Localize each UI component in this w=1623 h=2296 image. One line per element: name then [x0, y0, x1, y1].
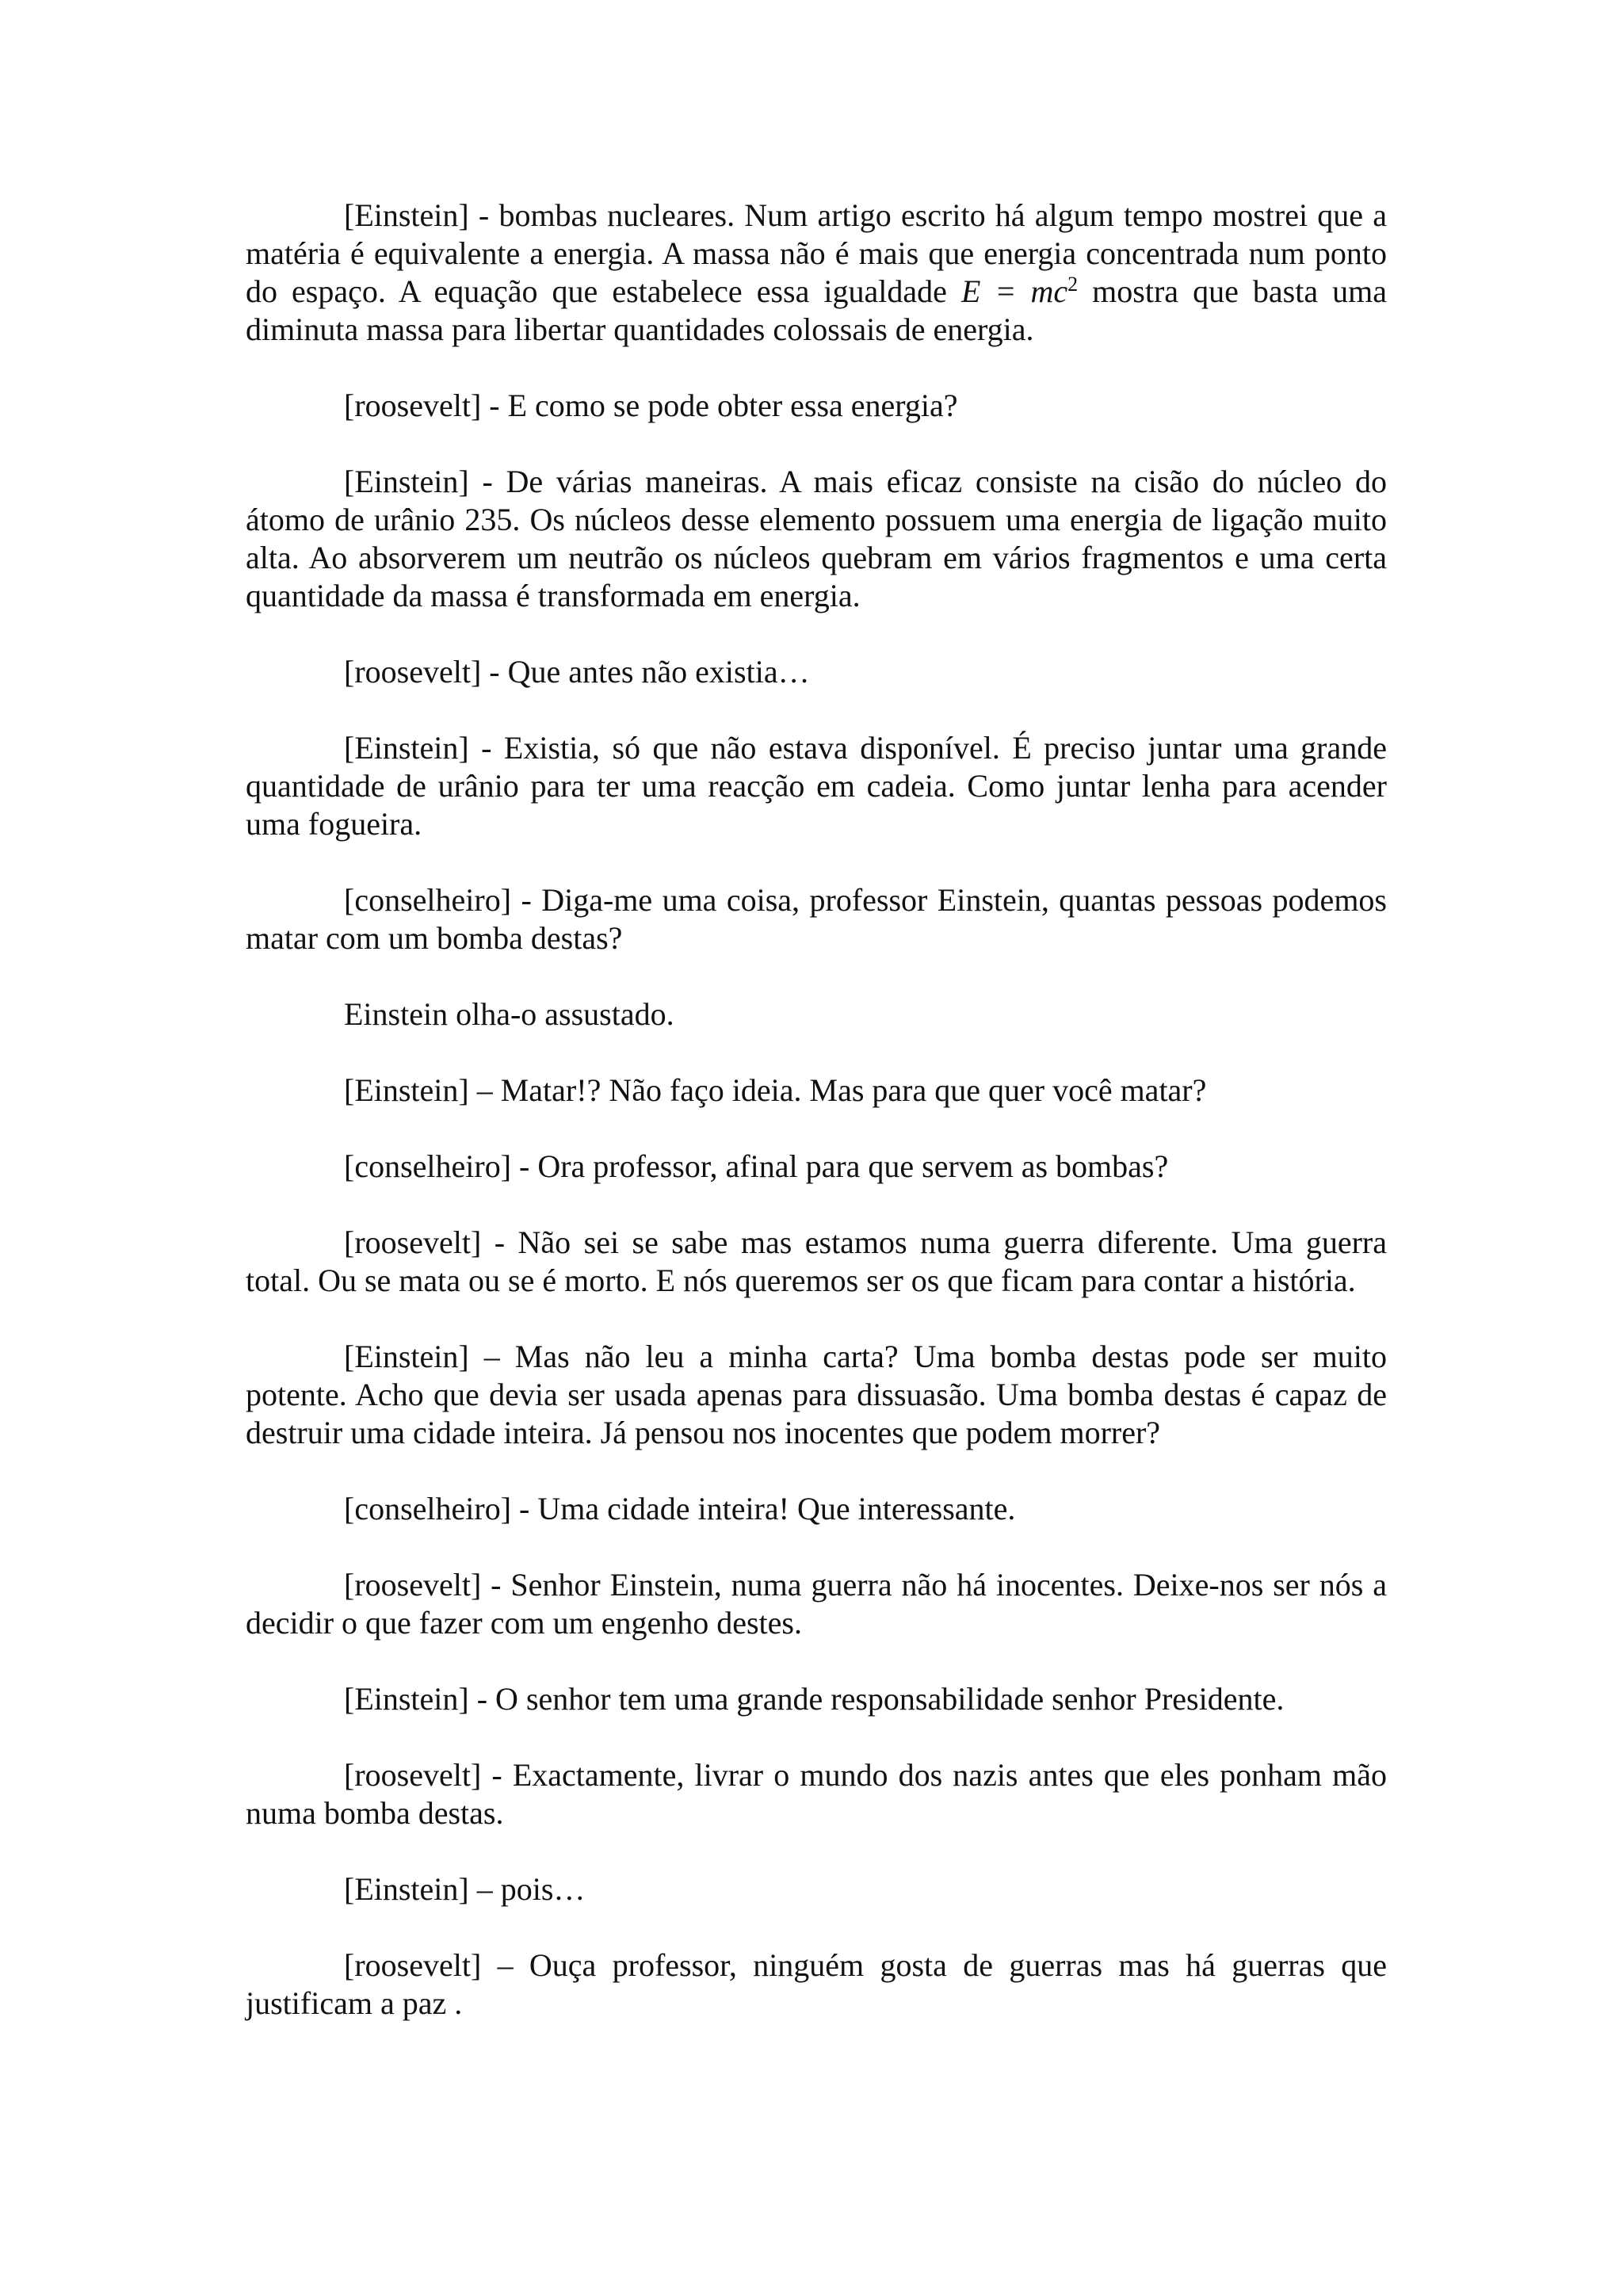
document-page	[246, 197, 1387, 2061]
paragraph-dialogue: [conselheiro] - Diga-me uma coisa, professor Einstein, quantas pessoas podemos matar com um bomba destas?	[246, 882, 1387, 956]
paragraph-dialogue: [roosevelt] - E como se pode obter essa energia?	[344, 388, 958, 423]
paragraph-dialogue: [roosevelt] - Que antes não existia…	[344, 654, 810, 690]
paragraph-einstein-equivalence	[246, 197, 1387, 349]
paragraph-text-continued: mostra que basta uma diminuta massa para libertar quantidades colossais de energia.	[246, 273, 1388, 347]
paragraph-dialogue: [Einstein] - O senhor tem uma grande responsabilidade senhor Presidente.	[344, 1681, 1285, 1717]
paragraph-dialogue: [Einstein] - Existia, só que não estava disponível. É preciso juntar uma grande quantidade de urânio para ter uma reacção em cadeia. Como juntar lenha para acender uma fogueira.	[246, 730, 1387, 842]
paragraph-dialogue: [conselheiro] - Ora professor, afinal para que servem as bombas?	[344, 1148, 1169, 1184]
paragraph-dialogue: [roosevelt] - Não sei se sabe mas estamos numa guerra diferente. Uma guerra total. Ou se mata ou se é morto. E nós queremos ser os que ficam para contar a história.	[246, 1224, 1387, 1298]
paragraph-dialogue: [Einstein] – pois…	[344, 1871, 586, 1907]
equation-e-mc2: $E = mc^2$	[960, 273, 1079, 309]
paragraph-stage-direction: Einstein olha-o assustado.	[344, 996, 674, 1032]
paragraph-dialogue: [Einstein] - De várias maneiras. A mais eficaz consiste na cisão do núcleo do átomo de urânio 235. Os núcleos desse elemento possuem uma energia de ligação muito alta. Ao absorverem um neutrão os núcleos quebram em vários fragmentos e uma certa quantidade da massa é transformada em energia.	[246, 464, 1387, 613]
paragraph-text: [Einstein] - bombas nucleares. Num artigo escrito há algum tempo mostrei que a matéria é equivalente a energia. A massa não é mais que energia concentrada num ponto do espaço. A equação que estabelece essa igualdade	[246, 197, 1387, 309]
paragraph-dialogue: [roosevelt] – Ouça professor, ninguém gosta de guerras mas há guerras que justificam a paz .	[246, 1947, 1387, 2021]
paragraph-dialogue: [conselheiro] - Uma cidade inteira! Que interessante.	[344, 1491, 1016, 1526]
equation-exponent: 2	[1067, 273, 1079, 296]
paragraph-dialogue: [roosevelt] - Senhor Einstein, numa guerra não há inocentes. Deixe-nos ser nós a decidir o que fazer com um engenho destes.	[246, 1567, 1387, 1641]
paragraph-dialogue: [roosevelt] - Exactamente, livrar o mundo dos nazis antes que eles ponham mão numa bomba destas.	[246, 1757, 1387, 1831]
paragraph-dialogue: [Einstein] – Mas não leu a minha carta? Uma bomba destas pode ser muito potente. Acho que devia ser usada apenas para dissuasão. Uma bomba destas é capaz de destruir uma cidade inteira. Já pensou nos inocentes que podem morrer?	[246, 1339, 1387, 1450]
paragraph-dialogue: [Einstein] – Matar!? Não faço ideia. Mas para que quer você matar?	[344, 1072, 1207, 1108]
